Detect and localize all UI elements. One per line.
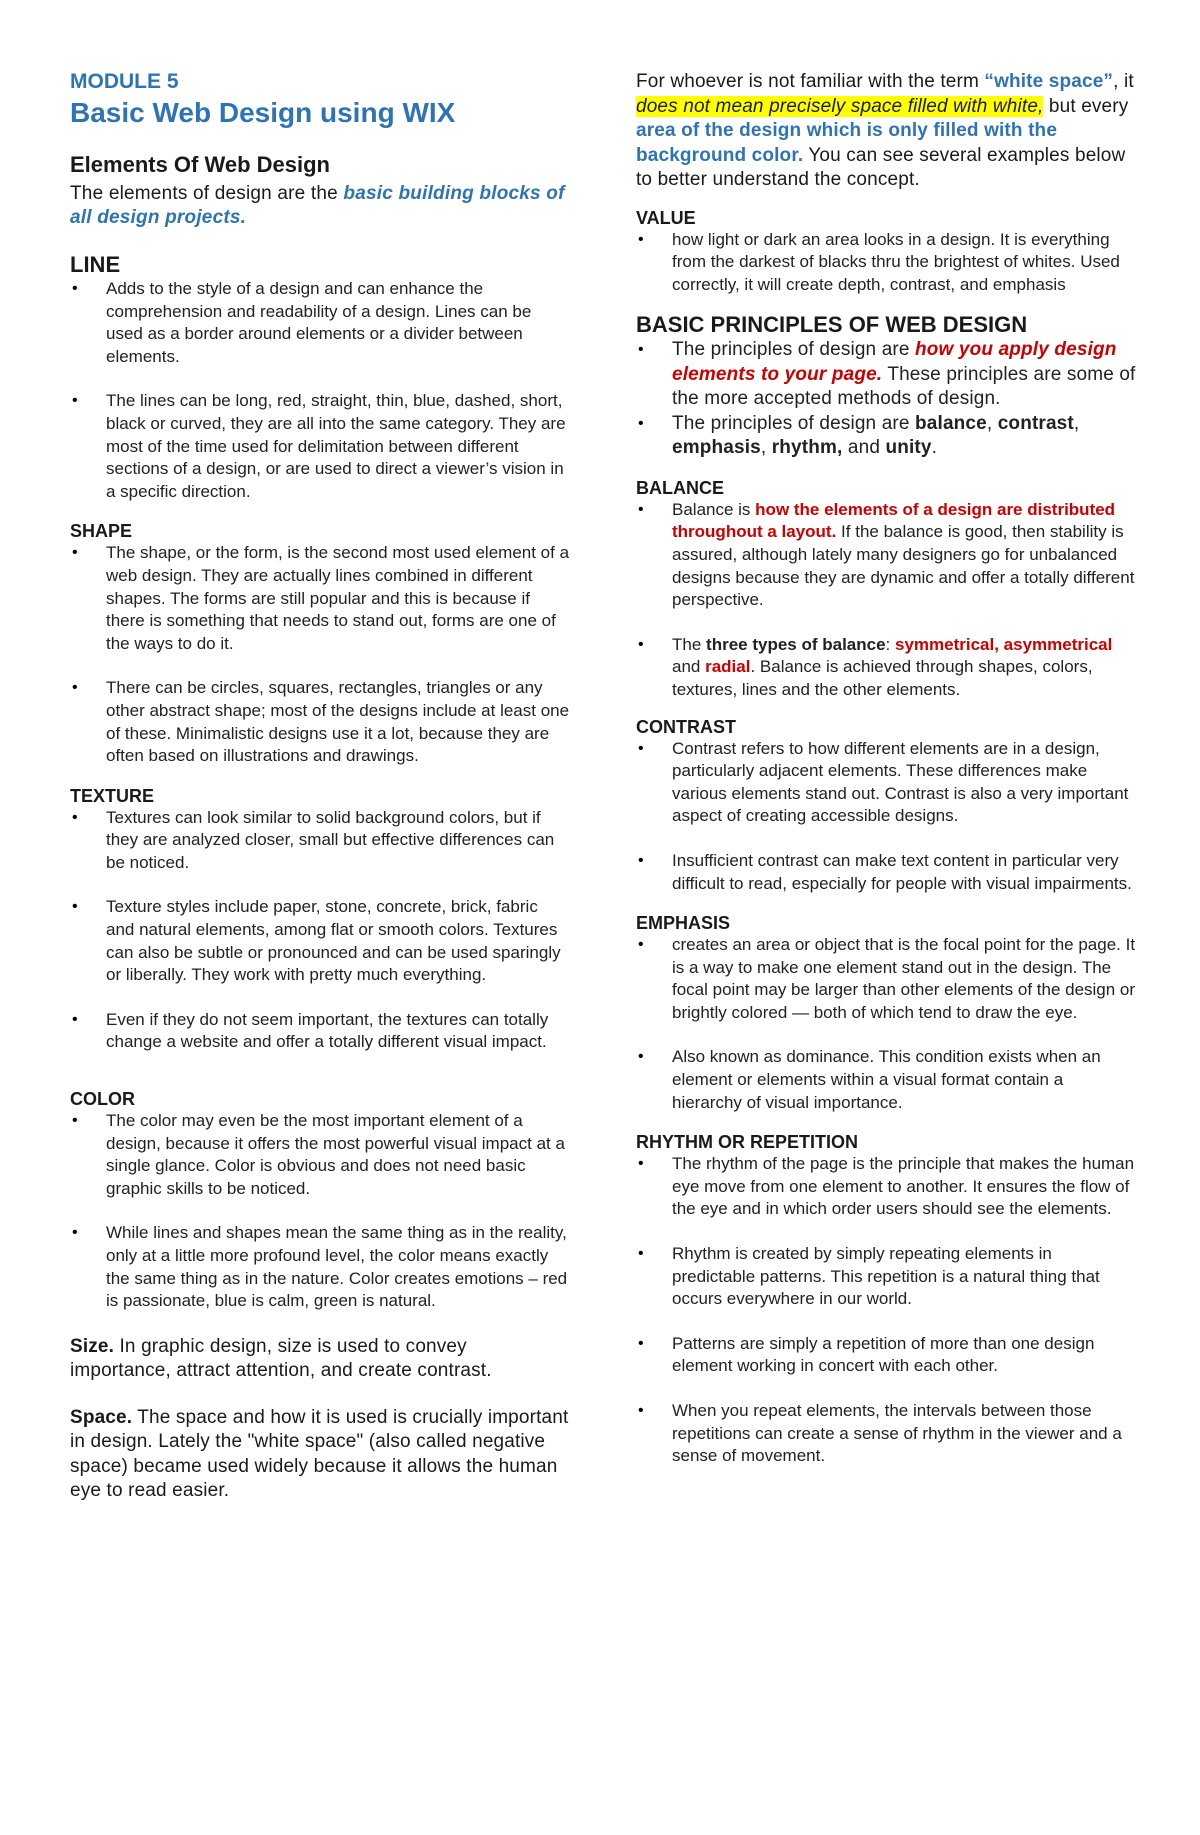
principles-text: The principles of design are <box>672 412 916 434</box>
elements-intro <box>70 182 570 230</box>
whitespace-paragraph <box>636 70 1136 193</box>
texture-heading: TEXTURE <box>70 785 155 806</box>
shape-list <box>70 542 570 767</box>
principles-sep: , <box>1073 412 1080 434</box>
principle-contrast: contrast <box>997 412 1074 434</box>
module-label: MODULE 5 <box>70 70 179 93</box>
balance-type-symmetrical: symmetrical, asymmetrical <box>895 634 1113 654</box>
balance-emphasis: how the elements of a design are distributed throughout a layout. <box>672 499 1116 542</box>
balance-bullet <box>636 499 1136 612</box>
line-list <box>70 278 570 503</box>
whitespace-term: “white space” <box>984 71 1114 92</box>
right-column <box>636 70 1136 1468</box>
whitespace-text: You can see several examples below to better understand the concept. <box>636 144 1126 190</box>
whitespace-definition: area of the design which is only filled with the background color. <box>636 120 1058 166</box>
principles-heading: BASIC PRINCIPLES OF WEB DESIGN <box>636 312 1028 338</box>
document-title: Basic Web Design using WIX <box>70 97 456 128</box>
color-list <box>70 1110 570 1313</box>
principles-emphasis: how you apply design elements to your page. <box>672 339 1117 385</box>
value-heading: VALUE <box>636 207 696 228</box>
elements-heading: Elements Of Web Design <box>70 152 330 177</box>
shape-bullet: • The shape, or the form, is the second most used element of a web design. They are actually lines combined in different shapes. The forms are still popular and this is because if there is something that needs to stand out, forms are one of the ways to do it. <box>70 542 570 655</box>
contrast-bullet: • Insufficient contrast can make text content in particular very difficult to read, especially for people with visual impairments. <box>636 850 1136 895</box>
principles-list <box>636 338 1136 461</box>
line-heading: LINE <box>70 252 121 277</box>
whitespace-text: For whoever is not familiar with the term <box>636 71 985 92</box>
elements-intro-text: The elements of design are the <box>70 183 344 204</box>
balance-list <box>636 499 1136 702</box>
elements-intro-emphasis: basic building blocks of all design projects. <box>70 183 565 228</box>
principles-text: The principles of design are <box>672 339 916 361</box>
shape-bullet: • There can be circles, squares, rectangles, triangles or any other abstract shape; most of the designs include at least one of these. Minimalistic designs use it a lot, because they are often based on illustrations and drawings. <box>70 677 570 767</box>
principle-rhythm: rhythm, <box>771 437 843 459</box>
principles-sep: , <box>986 412 998 434</box>
principles-bullet <box>636 412 1136 461</box>
value-bullet: • how light or dark an area looks in a design. It is everything from the darkest of blacks thru the brightest of whites. Used correctly, it will create depth, contrast, and emphasis <box>636 229 1136 297</box>
texture-bullet: • Even if they do not seem important, the textures can totally change a website and offer a totally different visual impact. <box>70 1009 570 1054</box>
rhythm-bullet: • When you repeat elements, the intervals between those repetitions can create a sense of rhythm in the viewer and a sense of movement. <box>636 1400 1136 1468</box>
principles-sep: , <box>760 437 772 459</box>
balance-text: Balance is <box>672 499 756 519</box>
texture-list <box>70 807 570 1054</box>
color-bullet: • While lines and shapes mean the same thing as in the reality, only at a little more profound level, the color means exactly the same thing as in the nature. Color creates emotions – red is passionate, blue is calm, green is natural. <box>70 1222 570 1312</box>
rhythm-bullet: • Rhythm is created by simply repeating elements in predictable patterns. This repetition is a natural thing that occurs everywhere in our world. <box>636 1243 1136 1311</box>
emphasis-bullet: • creates an area or object that is the focal point for the page. It is a way to make one element stand out in the design. The focal point may be larger than other elements of the design or brightly colored — both of which tend to draw the eye. <box>636 934 1136 1024</box>
size-paragraph <box>70 1335 570 1384</box>
emphasis-list <box>636 934 1136 1114</box>
whitespace-text: but every <box>1043 95 1129 117</box>
balance-text: If the balance is good, then stability is assured, although lately many designers go for unbalanced designs because they are dynamic and offer a totally different perspective. <box>672 522 1135 610</box>
balance-bullet <box>636 634 1136 702</box>
emphasis-bullet: • Also known as dominance. This condition exists when an element or elements within a visual format contain a hierarchy of visual importance. <box>636 1046 1136 1114</box>
principles-sep: and <box>842 437 886 459</box>
left-column <box>70 70 570 1504</box>
whitespace-text: , it <box>1113 71 1134 92</box>
principle-unity: unity <box>885 437 932 459</box>
balance-text: . Balance is achieved through shapes, colors, textures, lines and the other elements. <box>672 657 1093 699</box>
texture-bullet: • Texture styles include paper, stone, concrete, brick, fabric and natural elements, among flat or smooth colors. Textures can also be subtle or pronounced and can be used sparingly or liberally. They work with pretty much everything. <box>70 896 570 986</box>
whitespace-highlight: does not mean precisely space filled with white, <box>636 95 1044 117</box>
balance-types-label: three types of balance <box>706 634 886 654</box>
principles-text: These principles are some of the more accepted methods of design. <box>672 363 1136 410</box>
texture-bullet: • Textures can look similar to solid background colors, but if they are analyzed closer, small but effective differences can be noticed. <box>70 807 570 875</box>
size-label: Size. <box>70 1335 115 1357</box>
size-text: In graphic design, size is used to convey importance, attract attention, and create contrast. <box>70 1335 492 1382</box>
color-bullet: • The color may even be the most important element of a design, because it offers the most powerful visual impact at a single glance. Color is obvious and does not need basic graphic skills to be noticed. <box>70 1110 570 1200</box>
principles-sep: . <box>931 437 938 459</box>
rhythm-heading: RHYTHM OR REPETITION <box>636 1132 859 1153</box>
balance-type-radial: radial <box>705 657 751 677</box>
space-paragraph <box>70 1406 570 1504</box>
principle-balance: balance <box>915 412 987 434</box>
rhythm-bullet: • Patterns are simply a repetition of more than one design element working in concert with each other. <box>636 1333 1136 1378</box>
balance-text: The <box>672 634 707 654</box>
rhythm-bullet: • The rhythm of the page is the principle that makes the human eye move from one element to another. It ensures the flow of the eye and in which order users should see the elements. <box>636 1153 1136 1221</box>
space-text: The space and how it is used is crucially important in design. Lately the "white space" (also called negative space) became used widely because it allows the human eye to read easier. <box>70 1406 569 1502</box>
value-list <box>636 229 1136 297</box>
principles-bullet <box>636 338 1136 412</box>
line-bullet: • The lines can be long, red, straight, thin, blue, dashed, short, black or curved, they are all into the same category. They are most of the time used for delimitation between different sections of a design, or are used to direct a viewer’s vision in a specific direction. <box>70 390 570 503</box>
balance-text: and <box>672 657 706 677</box>
rhythm-list <box>636 1153 1136 1468</box>
contrast-heading: CONTRAST <box>636 716 736 737</box>
emphasis-heading: EMPHASIS <box>636 913 731 934</box>
line-bullet: • Adds to the style of a design and can enhance the comprehension and readability of a design. Lines can be used as a border around elements or a divider between elements. <box>70 278 570 368</box>
balance-text: : <box>885 634 895 654</box>
color-heading: COLOR <box>70 1089 135 1110</box>
contrast-bullet: • Contrast refers to how different elements are in a design, particularly adjacent elements. These differences make various elements stand out. Contrast is also a very important aspect of creating accessible designs. <box>636 738 1136 828</box>
balance-heading: BALANCE <box>636 477 724 498</box>
contrast-list <box>636 738 1136 896</box>
space-label: Space. <box>70 1406 133 1428</box>
shape-heading: SHAPE <box>70 521 133 542</box>
principle-emphasis: emphasis <box>672 437 761 459</box>
